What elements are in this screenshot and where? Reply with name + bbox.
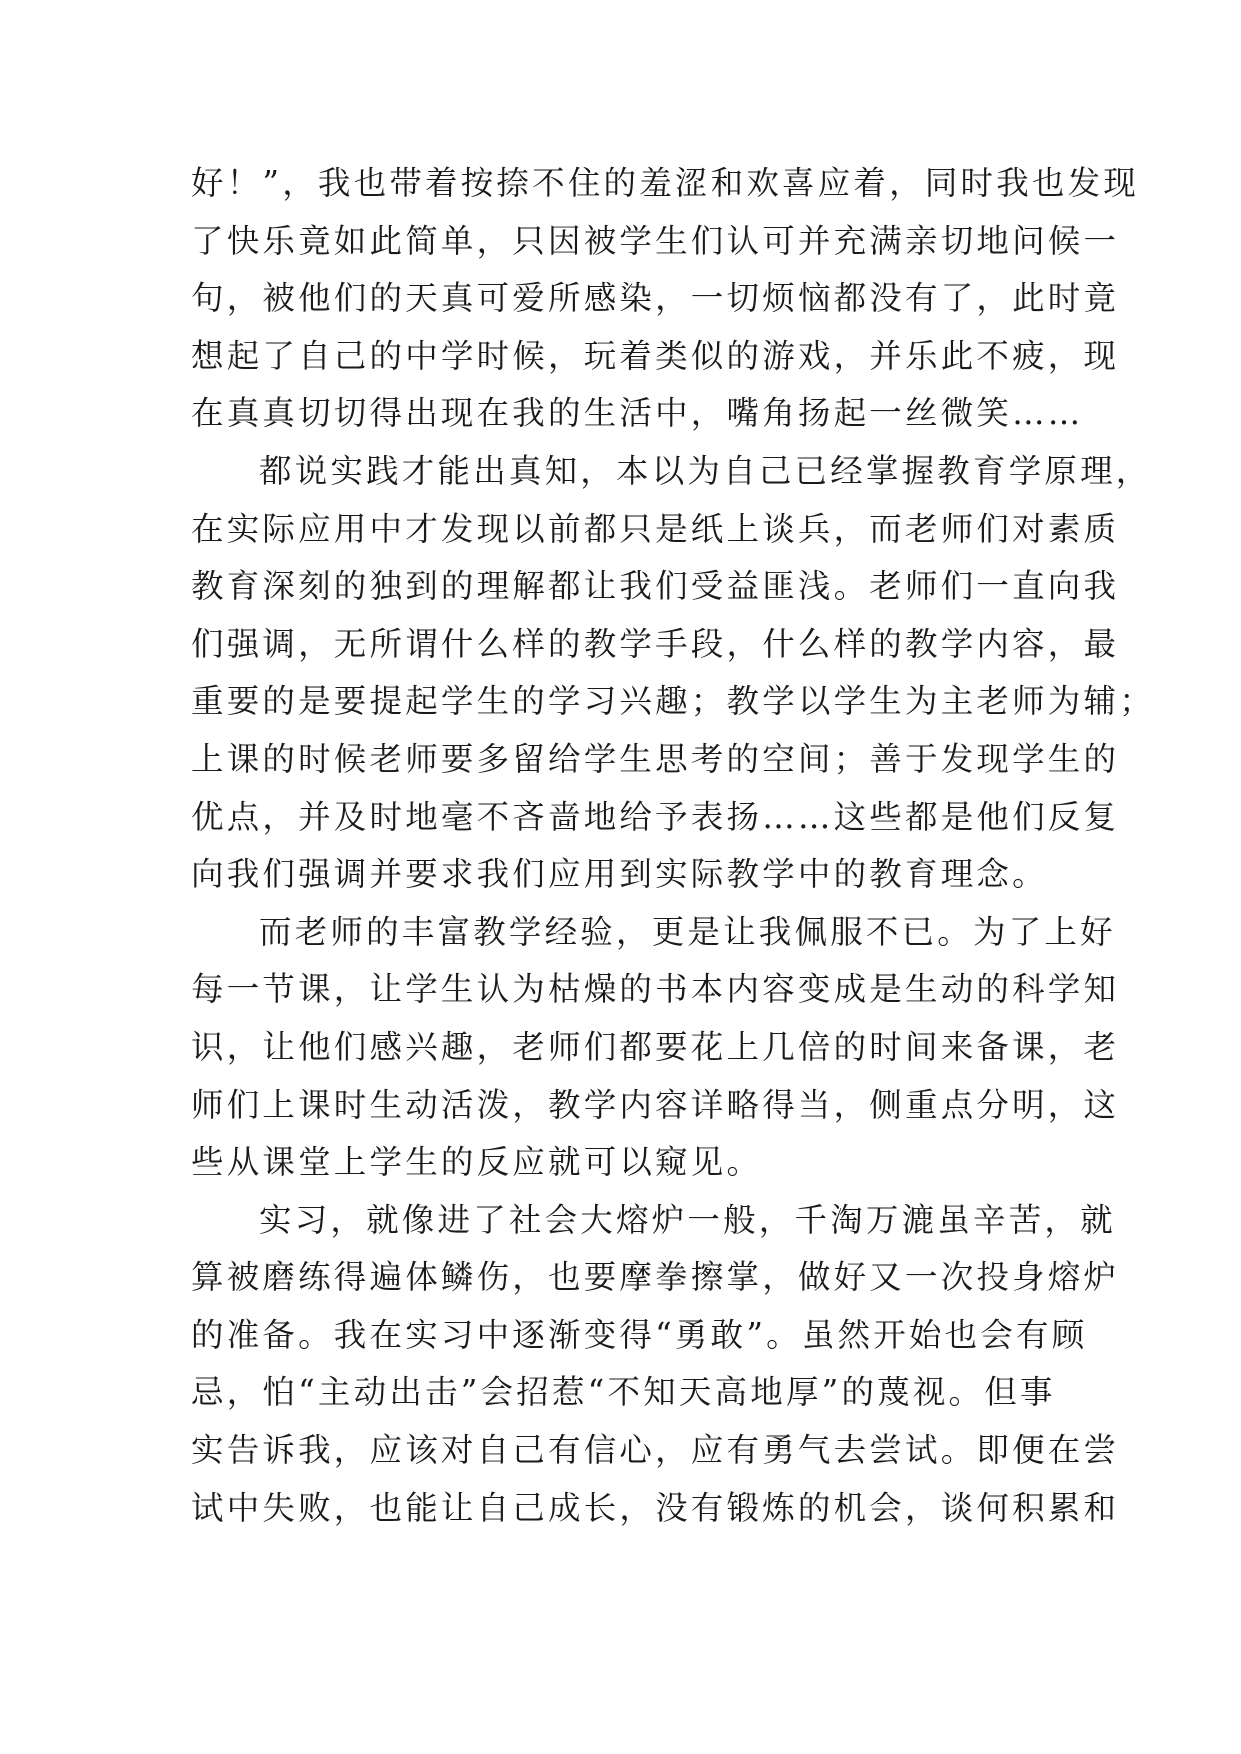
text-line: 在真真切切得出现在我的生活中，嘴角扬起一丝微笑…… (191, 394, 1084, 433)
text-line: 在实际应用中才发现以前都只是纸上谈兵，而老师们对素质 (191, 509, 1120, 548)
paragraph-start-line: 而老师的丰富教学经验，更是让我佩服不已。为了上好 (259, 912, 1116, 951)
text-line: 们强调，无所谓什么样的教学手段，什么样的教学内容，最 (191, 624, 1120, 663)
text-line: 重要的是要提起学生的学习兴趣；教学以学生为主老师为辅； (191, 682, 1155, 721)
text-line: 向我们强调并要求我们应用到实际教学中的教育理念。 (191, 855, 1048, 894)
text-line: 优点，并及时地毫不吝啬地给予表扬……这些都是他们反复 (191, 797, 1120, 836)
paragraph-start-line: 实习，就像进了社会大熔炉一般，千淘万漉虽辛苦，就 (259, 1200, 1116, 1239)
text-line: 实告诉我，应该对自己有信心，应有勇气去尝试。即便在尝 (191, 1431, 1120, 1470)
text-line: 句，被他们的天真可爱所感染，一切烦恼都没有了，此时竟 (191, 279, 1120, 318)
text-line: 些从课堂上学生的反应就可以窥见。 (191, 1143, 763, 1182)
text-line: 每一节课，让学生认为枯燥的书本内容变成是生动的科学知 (191, 970, 1120, 1009)
text-line: 识，让他们感兴趣，老师们都要花上几倍的时间来备课，老 (191, 1027, 1120, 1066)
text-line: 好！”，我也带着按捺不住的羞涩和欢喜应着，同时我也发现 (191, 164, 1140, 202)
body-text (191, 155, 1155, 1537)
text-line: 想起了自己的中学时候，玩着类似的游戏，并乐此不疲，现 (191, 336, 1120, 375)
text-line: 算被磨练得遍体鳞伤，也要摩拳擦掌，做好又一次投身熔炉 (191, 1258, 1120, 1297)
text-line: 试中失败，也能让自己成长，没有锻炼的机会，谈何积累和 (191, 1488, 1120, 1527)
text-line: 的准备。我在实习中逐渐变得“勇敢”。虽然开始也会有顾 (191, 1315, 1088, 1354)
text-line: 忌，怕“主动出击”会招惹“不知天高地厚”的蔑视。但事 (191, 1373, 1056, 1412)
paragraph-start-line: 都说实践才能出真知，本以为自己已经掌握教育学原理， (259, 451, 1152, 490)
text-line: 上课的时候老师要多留给学生思考的空间；善于发现学生的 (191, 739, 1120, 778)
text-line: 了快乐竟如此简单，只因被学生们认可并充满亲切地问候一 (191, 221, 1120, 260)
text-line: 师们上课时生动活泼，教学内容详略得当，侧重点分明，这 (191, 1085, 1120, 1124)
text-line: 教育深刻的独到的理解都让我们受益匪浅。老师们一直向我 (191, 567, 1120, 606)
